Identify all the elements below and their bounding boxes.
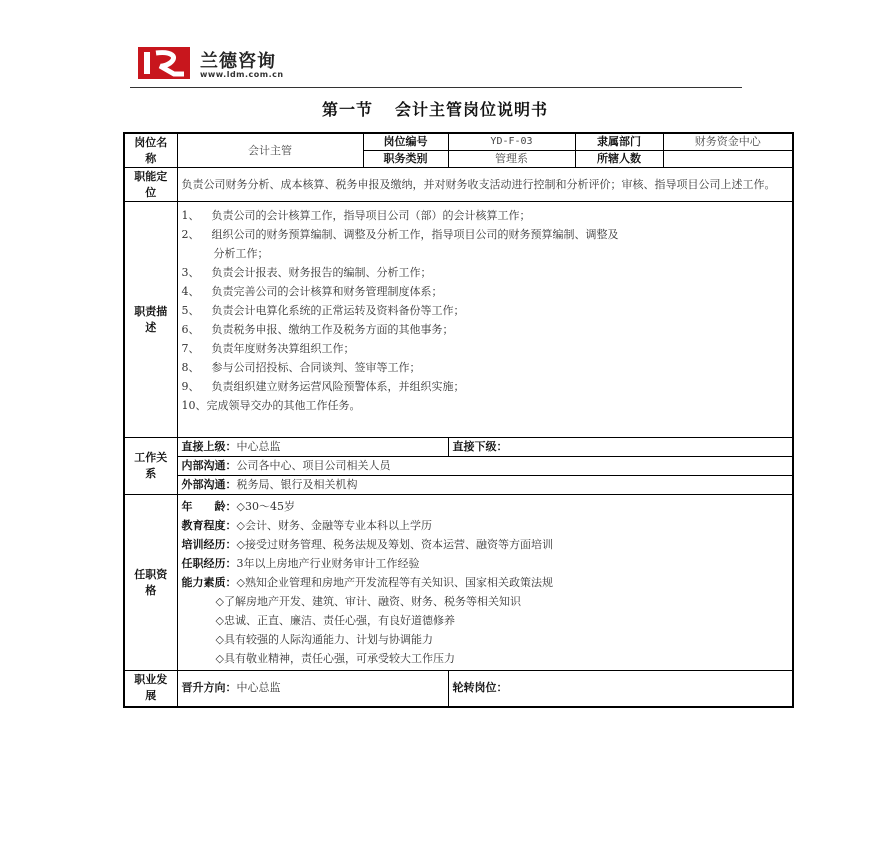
education-row: 教育程度：◇会计、财务、金融等专业本科以上学历 <box>181 519 432 532</box>
title-name: 会计主管岗位说明书 <box>395 100 549 119</box>
qualifications-label: 任职资格 <box>124 495 177 671</box>
superior-value: 中心总监 <box>236 440 281 453</box>
positioning-text: 负责公司财务分析、成本核算、税务申报及缴纳，并对财务收支活动进行控制和分析评价；审核、指导项目公司上述工作。 <box>177 168 793 202</box>
external-cell <box>177 476 793 495</box>
subordinate-label: 直接下级： <box>452 440 508 453</box>
post-name-value: 会计主管 <box>177 133 363 168</box>
list-item: 9、 负责组织建立财务运营风险预警体系，并组织实施； <box>181 380 465 393</box>
ability-item: ◇具有较强的人际沟通能力、计划与协调能力 <box>215 633 433 646</box>
job-type-label: 职务类别 <box>363 151 448 168</box>
career-label: 职业发展 <box>124 671 177 707</box>
age-row: 年 龄：◇30～45岁 <box>181 500 295 513</box>
post-name-label: 岗位名称 <box>124 133 177 168</box>
rotation-cell <box>448 671 793 707</box>
ability-row: 能力素质：◇熟知企业管理和房地产开发流程等有关知识、国家相关政策法规 <box>181 576 553 589</box>
job-description-table <box>123 132 794 708</box>
list-item: 7、 负责年度财务决算组织工作； <box>181 342 355 355</box>
logo-url: www.ldm.com.cn <box>200 70 284 79</box>
header-rule <box>130 87 742 88</box>
ability-item: ◇了解房地产开发、建筑、审计、融资、财务、税务等相关知识 <box>215 595 521 608</box>
dept-value: 财务资金中心 <box>663 133 793 151</box>
logo-mark-icon <box>138 47 190 79</box>
list-item: 1、 负责公司的会计核算工作，指导项目公司（部）的会计核算工作； <box>181 209 531 222</box>
external-label: 外部沟通： <box>181 478 237 491</box>
list-item: 3、 负责会计报表、财务报告的编制、分析工作； <box>181 266 432 279</box>
staff-count-label: 所辖人数 <box>575 151 663 168</box>
external-value: 税务局、银行及相关机构 <box>236 478 358 491</box>
description-label: 职责描述 <box>124 202 177 438</box>
promotion-label: 晋升方向： <box>181 681 237 695</box>
subordinate-cell <box>448 438 793 457</box>
ability-item: ◇具有敬业精神，责任心强，可承受较大工作压力 <box>215 652 455 665</box>
internal-label: 内部沟通： <box>181 459 237 472</box>
qualifications-list <box>177 495 793 671</box>
list-item: 10、完成领导交办的其他工作任务。 <box>181 399 361 412</box>
list-item: 8、 参与公司招投标、合同谈判、签审等工作； <box>181 361 421 374</box>
rotation-label: 轮转岗位： <box>452 681 508 695</box>
post-no-value: YD-F-03 <box>448 133 575 151</box>
job-type-value: 管理系 <box>448 151 575 168</box>
ability-item: ◇忠诚、正直、廉洁、责任心强，有良好道德修养 <box>215 614 455 627</box>
list-item: 4、 负责完善公司的会计核算和财务管理制度体系； <box>181 285 443 298</box>
internal-cell <box>177 457 793 476</box>
page-title <box>0 97 870 120</box>
relations-label: 工作关系 <box>124 438 177 495</box>
positioning-label: 职能定位 <box>124 168 177 202</box>
description-list <box>177 202 793 438</box>
superior-label: 直接上级： <box>181 440 237 453</box>
company-logo <box>138 45 308 81</box>
promotion-value: 中心总监 <box>236 681 281 695</box>
staff-count-value <box>663 151 793 168</box>
experience-row: 任职经历：3年以上房地产行业财务审计工作经验 <box>181 557 420 570</box>
title-section: 第一节 <box>321 100 373 119</box>
post-no-label: 岗位编号 <box>363 133 448 151</box>
dept-label: 隶属部门 <box>575 133 663 151</box>
training-row: 培训经历：◇接受过财务管理、税务法规及筹划、资本运营、融资等方面培训 <box>181 538 553 551</box>
list-item: 2、 组织公司的财务预算编制、调整及分析工作，指导项目公司的财务预算编制、调整及 <box>181 228 619 241</box>
internal-value: 公司各中心、项目公司相关人员 <box>236 459 391 472</box>
list-item-continuation: 分析工作； <box>213 247 269 260</box>
list-item: 6、 负责税务申报、缴纳工作及税务方面的其他事务； <box>181 323 454 336</box>
superior-cell <box>177 438 448 457</box>
promotion-cell <box>177 671 448 707</box>
list-item: 5、 负责会计电算化系统的正常运转及资料备份等工作； <box>181 304 465 317</box>
logo-name: 兰德咨询 <box>200 51 276 72</box>
